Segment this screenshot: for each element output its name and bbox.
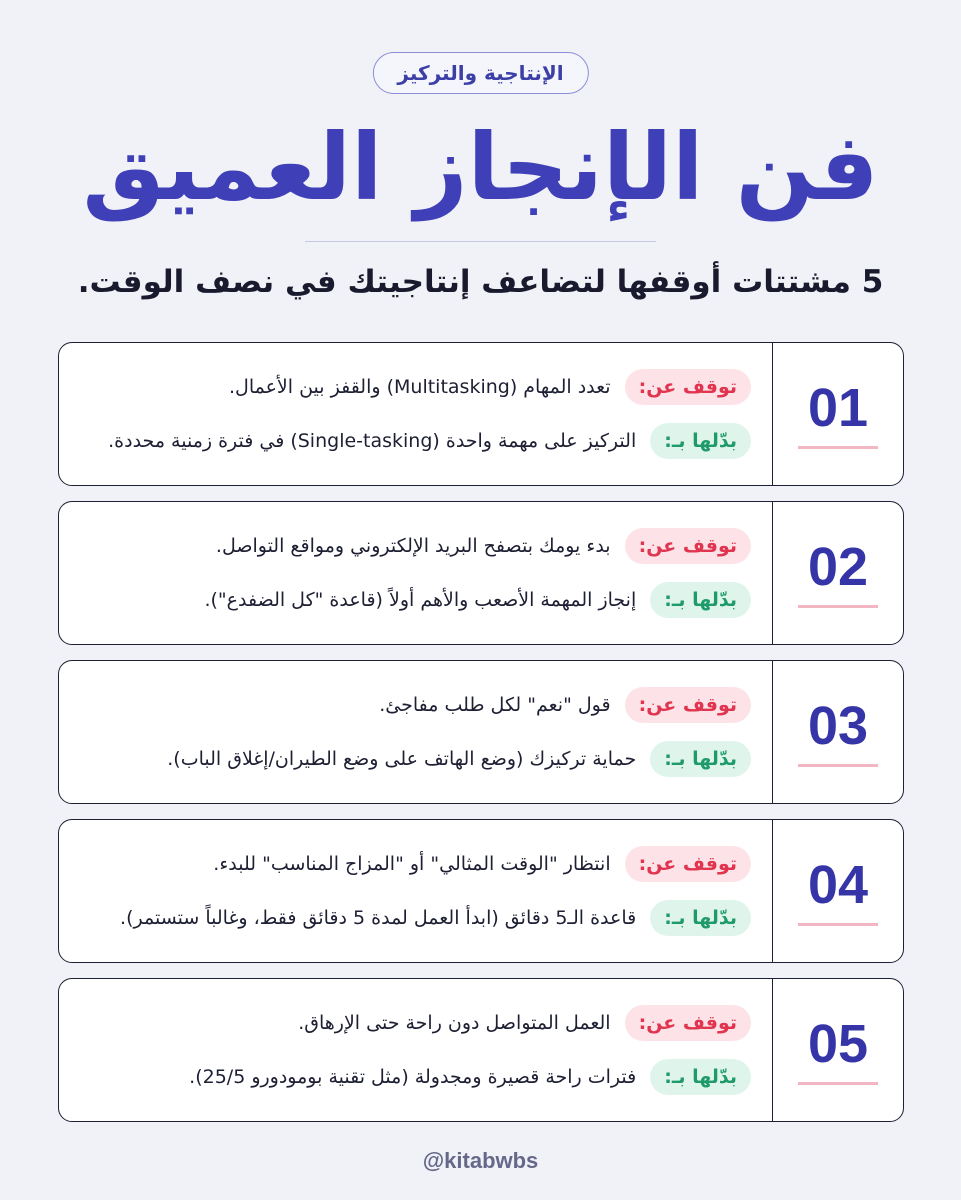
stop-text: بدء يومك بتصفح البريد الإلكتروني ومواقع التواصل. [215,535,611,557]
stop-row [73,685,751,725]
item-number-block [773,343,903,485]
number-underline [798,605,878,608]
item-number-block [773,820,903,962]
page-subtitle: 5 مشتتات أوقفها لتضاعف إنتاجيتك في نصف الوقت. [77,264,884,300]
stop-row [73,526,751,566]
stop-row [73,367,751,407]
number-underline [798,1082,878,1085]
swap-badge: بدّلها بـ: [650,900,751,936]
swap-text: قاعدة الـ5 دقائق (ابدأ العمل لمدة 5 دقائق فقط، وغالباً ستستمر). [120,907,637,929]
item-number: 03 [807,695,869,756]
stop-badge: توقف عن: [625,369,751,405]
swap-text: فترات راحة قصيرة ومجدولة (مثل تقنية بومودورو 25/5). [189,1066,637,1088]
swap-row [73,898,751,938]
swap-text: إنجاز المهمة الأصعب والأهم أولاً (قاعدة "كل الضفدع"). [204,589,637,611]
item-card-5 [58,978,904,1122]
item-number: 05 [807,1013,869,1074]
category-label: الإنتاجية والتركيز [397,61,564,85]
stop-text: العمل المتواصل دون راحة حتى الإرهاق. [298,1012,611,1034]
number-underline [798,764,878,767]
item-number: 01 [807,377,869,438]
swap-row [73,1057,751,1097]
item-number: 02 [807,536,869,597]
stop-text: انتظار "الوقت المثالي" أو "المزاج المناسب" للبدء. [213,853,611,875]
item-number-block [773,502,903,644]
swap-text: التركيز على مهمة واحدة (Single-tasking) في فترة زمنية محددة. [108,430,637,452]
stop-badge: توقف عن: [625,687,751,723]
author-handle: @kitabwbs [422,1148,539,1173]
swap-text: حماية تركيزك (وضع الهاتف على وضع الطيران/إغلاق الباب). [167,748,637,770]
stop-text: قول "نعم" لكل طلب مفاجئ. [379,694,611,716]
category-pill [372,52,588,94]
item-card-4 [58,819,904,963]
title-divider [305,241,656,242]
swap-row [73,739,751,779]
swap-badge: بدّلها بـ: [650,423,751,459]
swap-badge: بدّلها بـ: [650,1059,751,1095]
stop-text: تعدد المهام (Multitasking) والقفز بين الأعمال. [228,376,611,398]
number-underline [798,923,878,926]
item-card-3 [58,660,904,804]
stop-row [73,844,751,884]
number-underline [798,446,878,449]
stop-badge: توقف عن: [625,528,751,564]
item-card-2 [58,501,904,645]
item-number-block [773,979,903,1121]
stop-badge: توقف عن: [625,1005,751,1041]
page-title: فن الإنجاز العميق [82,114,879,221]
item-number: 04 [807,854,869,915]
item-number-block [773,661,903,803]
item-card-1 [58,342,904,486]
stop-row [73,1003,751,1043]
swap-badge: بدّلها بـ: [650,741,751,777]
swap-row [73,421,751,461]
swap-row [73,580,751,620]
swap-badge: بدّلها بـ: [650,582,751,618]
stop-badge: توقف عن: [625,846,751,882]
